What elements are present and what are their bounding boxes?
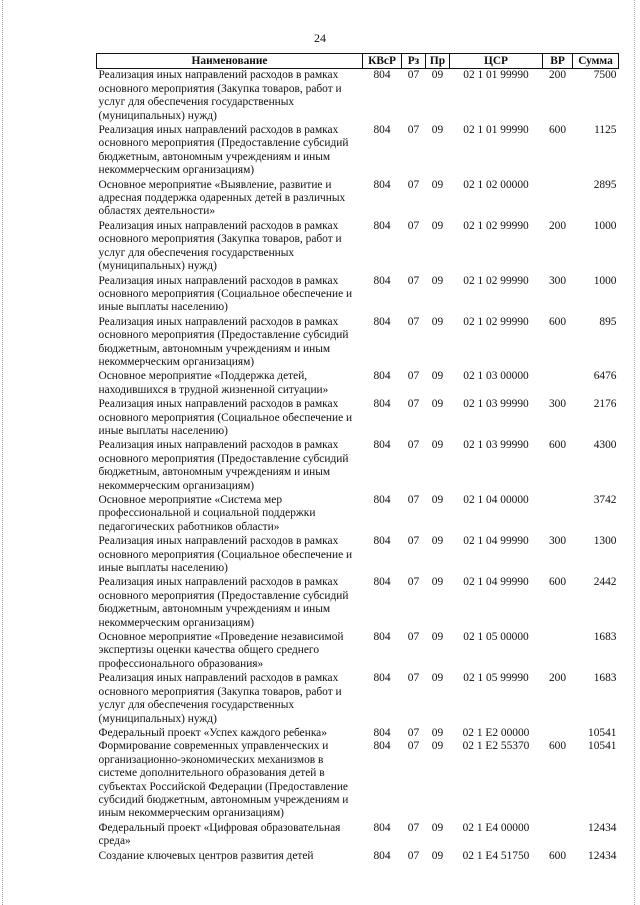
- table-row: [97, 398, 619, 439]
- row-pr: 09: [431, 726, 444, 739]
- row-kvsr: 804: [373, 631, 391, 644]
- row-vr: [543, 179, 573, 220]
- row-rz: 07: [407, 849, 420, 862]
- table-row: [97, 822, 619, 850]
- table-row: [97, 370, 619, 398]
- table-row: [97, 275, 619, 316]
- row-name: Реализация иных направлений расходов в рамках основного мероприятия (Закупка товаров, работ и услуг для обеспечения государственных (муниципальных) нужд): [98, 219, 342, 273]
- row-name: Основное мероприятие «Система мер профессиональной и социальной поддержки педагогических работников области»: [98, 494, 316, 533]
- row-pr: 09: [431, 124, 444, 137]
- row-csr: 02 1 05 99990: [463, 672, 529, 685]
- row-kvsr: 804: [373, 849, 391, 862]
- row-pr: 09: [431, 69, 444, 82]
- row-name: Создание ключевых центров развития детей: [98, 849, 314, 862]
- row-name: Реализация иных направлений расходов в рамках основного мероприятия (Предоставление субсидий бюджетным, автономным учреждениям и иным некоммерческим организациям): [98, 315, 349, 368]
- row-sum: 1683: [593, 672, 617, 685]
- row-rz: 07: [407, 178, 420, 191]
- row-rz: 07: [407, 315, 420, 328]
- row-vr: 600: [548, 439, 567, 452]
- row-csr: 02 1 02 99990: [463, 274, 529, 287]
- row-name: Федеральный проект «Успех каждого ребенка»: [98, 726, 327, 739]
- row-csr: 02 1 01 99990: [463, 69, 529, 82]
- row-vr: [543, 727, 573, 740]
- header-pr: Пр: [426, 54, 450, 69]
- table-row: [97, 535, 619, 576]
- row-sum: 895: [599, 315, 617, 328]
- row-csr: 02 1 04 99990: [463, 535, 529, 548]
- row-pr: 09: [431, 219, 444, 232]
- row-vr: 600: [548, 849, 567, 862]
- row-sum: 2442: [593, 576, 617, 589]
- header-sum: Сумма: [573, 54, 619, 69]
- row-vr: 600: [548, 576, 567, 589]
- row-rz: 07: [407, 726, 420, 739]
- row-sum: 1000: [593, 219, 617, 232]
- header-vr: ВР: [543, 54, 573, 69]
- row-rz: 07: [407, 821, 420, 834]
- table-row: [97, 740, 619, 821]
- table-row: [97, 316, 619, 371]
- row-kvsr: 804: [373, 398, 391, 411]
- row-csr: 02 1 E2 00000: [462, 726, 530, 739]
- row-pr: 09: [431, 439, 444, 452]
- page-number: 24: [314, 31, 326, 45]
- row-kvsr: 804: [373, 576, 391, 589]
- row-name: Реализация иных направлений расходов в рамках основного мероприятия (Социальное обеспечение и иные выплаты населению): [98, 535, 353, 575]
- row-sum: 2895: [593, 178, 617, 191]
- row-sum: 10541: [588, 726, 617, 739]
- row-name: Реализация иных направлений расходов в рамках основного мероприятия (Социальное обеспечение и иные выплаты населению): [98, 274, 353, 314]
- row-rz: 07: [407, 576, 420, 589]
- row-sum: 1683: [593, 631, 617, 644]
- row-pr: 09: [431, 849, 444, 862]
- row-name: Реализация иных направлений расходов в рамках основного мероприятия (Социальное обеспечение и иные выплаты населению): [98, 398, 353, 437]
- row-vr: 600: [548, 740, 567, 753]
- row-name: Федеральный проект «Цифровая образовательная среда»: [98, 821, 341, 848]
- row-rz: 07: [407, 494, 420, 506]
- row-kvsr: 804: [373, 494, 391, 506]
- row-sum: 6476: [593, 370, 617, 383]
- row-name: Реализация иных направлений расходов в рамках основного мероприятия (Закупка товаров, работ и услуг для обеспечения государственных (муниципальных) нужд): [98, 672, 342, 725]
- row-kvsr: 804: [373, 274, 391, 287]
- row-kvsr: 804: [373, 124, 391, 137]
- row-kvsr: 804: [373, 672, 391, 685]
- row-pr: 09: [431, 576, 444, 589]
- budget-table: [96, 53, 619, 864]
- table-row: [97, 727, 619, 740]
- scan-edge-right: [634, 0, 636, 905]
- row-vr: [543, 370, 573, 398]
- row-rz: 07: [407, 274, 420, 287]
- row-name: Реализация иных направлений расходов в рамках основного мероприятия (Закупка товаров, работ и услуг для обеспечения государственных (муниципальных) нужд): [98, 69, 342, 122]
- row-name: Основное мероприятие «Проведение независимой экспертизы оценки качества общего среднего профессионального образования»: [98, 631, 344, 670]
- table-row: [97, 672, 619, 727]
- row-sum: 10541: [588, 740, 617, 753]
- row-vr: 300: [548, 398, 567, 411]
- row-vr: 600: [548, 124, 567, 137]
- header-kvsr: КВсР: [363, 54, 402, 69]
- row-kvsr: 804: [373, 315, 391, 328]
- row-vr: 200: [548, 219, 567, 232]
- table-row: [97, 439, 619, 494]
- row-rz: 07: [407, 535, 420, 548]
- row-pr: 09: [431, 672, 444, 685]
- row-vr: 200: [548, 672, 567, 685]
- scan-edge-left: [2, 0, 4, 905]
- header-csr: ЦСР: [450, 54, 543, 69]
- row-csr: 02 1 E4 51750: [462, 849, 530, 862]
- row-pr: 09: [431, 821, 444, 834]
- table-row: [97, 179, 619, 220]
- row-sum: 2176: [593, 398, 617, 411]
- row-csr: 02 1 01 99990: [463, 124, 529, 137]
- row-rz: 07: [407, 672, 420, 685]
- row-csr: 02 1 E2 55370: [462, 740, 530, 753]
- row-vr: 300: [548, 535, 567, 548]
- row-rz: 07: [407, 370, 420, 383]
- row-csr: 02 1 04 00000: [463, 494, 529, 506]
- row-csr: 02 1 02 99990: [463, 219, 529, 232]
- row-name: Реализация иных направлений расходов в рамках основного мероприятия (Предоставление субсидий бюджетным, автономным учреждениям и иным некоммерческим организациям): [98, 576, 349, 629]
- row-csr: 02 1 04 99990: [463, 576, 529, 589]
- table-row: [97, 220, 619, 275]
- row-sum: 12434: [588, 821, 617, 834]
- row-kvsr: 804: [373, 726, 391, 739]
- table-row: [97, 494, 619, 535]
- row-sum: 1300: [593, 535, 617, 548]
- row-rz: 07: [407, 439, 420, 452]
- row-vr: 300: [548, 274, 567, 287]
- row-vr: [543, 631, 573, 672]
- row-kvsr: 804: [373, 219, 391, 232]
- row-vr: [543, 494, 573, 535]
- row-kvsr: 804: [373, 821, 391, 834]
- row-name: Формирование современных управленческих и организационно-экономических механизмов в системе дополнительного образования детей в субъектах Российской Федерации (Предоставление субсидий бюджетным, автономным учреждениям и иным некоммерческим организациям): [98, 740, 349, 820]
- row-kvsr: 804: [373, 370, 391, 383]
- row-rz: 07: [407, 398, 420, 411]
- row-rz: 07: [407, 631, 420, 644]
- row-sum: 1125: [594, 124, 617, 137]
- table-row: [97, 576, 619, 631]
- row-pr: 09: [431, 370, 444, 383]
- row-pr: 09: [431, 398, 444, 411]
- row-kvsr: 804: [373, 535, 391, 548]
- row-pr: 09: [431, 178, 444, 191]
- row-pr: 09: [431, 494, 444, 506]
- row-rz: 07: [407, 219, 420, 232]
- row-name: Основное мероприятие «Выявление, развитие и адресная поддержка одаренных детей в различных областях деятельности»: [98, 178, 346, 218]
- row-pr: 09: [431, 535, 444, 548]
- table-header-row: [97, 54, 619, 69]
- table-row: [97, 124, 619, 179]
- header-name: Наименование: [97, 54, 363, 69]
- row-vr: [543, 822, 573, 850]
- row-csr: 02 1 03 99990: [463, 398, 529, 411]
- row-csr: 02 1 02 99990: [463, 315, 529, 328]
- row-kvsr: 804: [373, 439, 391, 452]
- row-csr: 02 1 E4 00000: [462, 821, 530, 834]
- row-pr: 09: [431, 740, 444, 753]
- row-sum: 7500: [593, 69, 617, 82]
- row-csr: 02 1 03 00000: [463, 370, 529, 383]
- table-row: [97, 850, 619, 864]
- row-pr: 09: [431, 274, 444, 287]
- row-vr: 200: [548, 69, 567, 82]
- row-pr: 09: [431, 315, 444, 328]
- table-row: [97, 631, 619, 672]
- row-rz: 07: [407, 124, 420, 137]
- header-rz: Рз: [402, 54, 426, 69]
- row-rz: 07: [407, 69, 420, 82]
- row-sum: 3742: [593, 494, 617, 506]
- row-kvsr: 804: [373, 740, 391, 753]
- row-name: Реализация иных направлений расходов в рамках основного мероприятия (Предоставление субсидий бюджетным, автономным учреждениям и иным некоммерческим организациям): [98, 124, 349, 177]
- row-sum: 1000: [593, 274, 617, 287]
- row-vr: 600: [548, 315, 567, 328]
- row-name: Реализация иных направлений расходов в рамках основного мероприятия (Предоставление субсидий бюджетным, автономным учреждениям и иным некоммерческим организациям): [98, 439, 349, 492]
- row-name: Основное мероприятие «Поддержка детей, находившихся в трудной жизненной ситуации»: [98, 370, 329, 396]
- row-csr: 02 1 05 00000: [463, 631, 529, 644]
- row-csr: 02 1 02 00000: [463, 178, 529, 191]
- row-pr: 09: [431, 631, 444, 644]
- row-rz: 07: [407, 740, 420, 753]
- row-kvsr: 804: [373, 178, 391, 191]
- table-row: [97, 69, 619, 124]
- row-kvsr: 804: [373, 69, 391, 82]
- row-sum: 12434: [588, 849, 617, 862]
- row-csr: 02 1 03 99990: [463, 439, 529, 452]
- table-body: [97, 69, 619, 864]
- row-sum: 4300: [593, 439, 617, 452]
